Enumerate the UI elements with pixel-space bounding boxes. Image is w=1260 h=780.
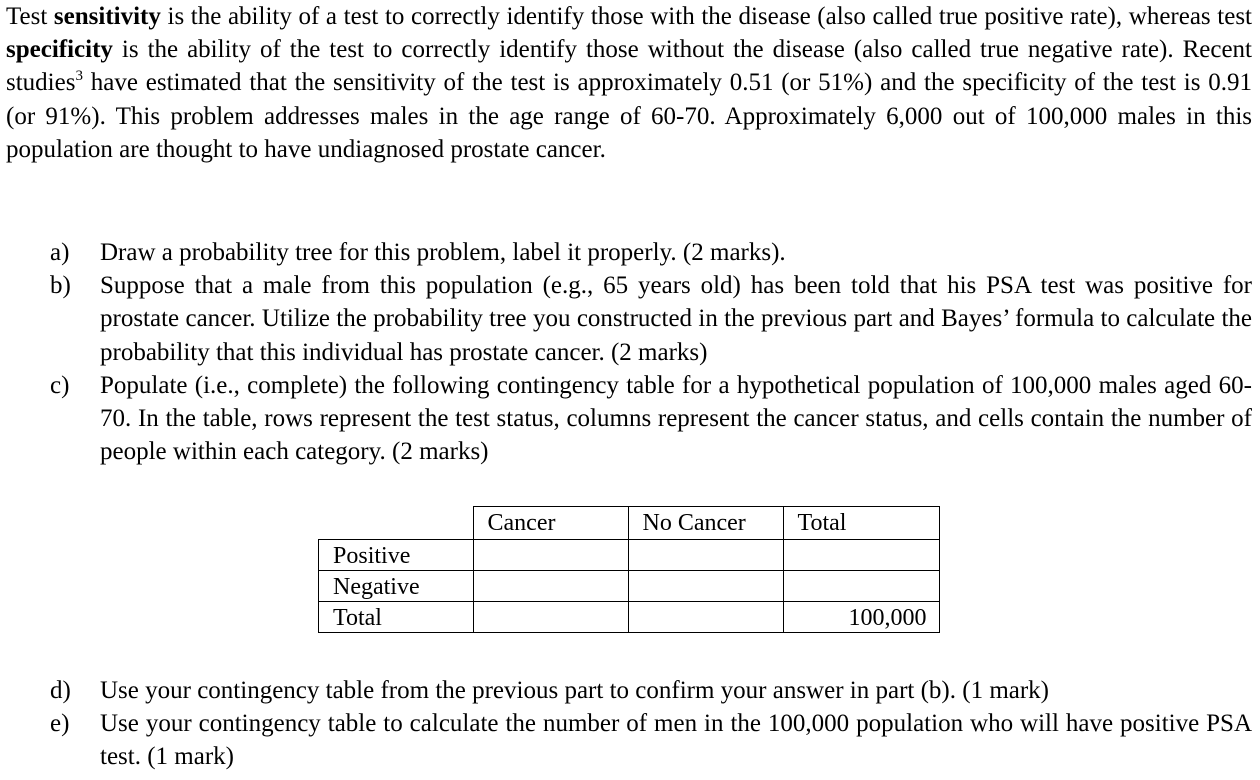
intro-text-3: is the ability of the test to correctly identify those without the disease (also called true negative rate). Recent studies: [6, 36, 1252, 97]
question-label: e): [50, 710, 70, 738]
question-e: [50, 707, 1252, 773]
column-header-cancer: Cancer: [473, 507, 628, 540]
column-header-no-cancer: No Cancer: [628, 507, 783, 540]
question-text: Use your contingency table from the previous part to confirm your answer in part (b). (1 mark): [100, 677, 1050, 704]
cell-grand-total: 100,000: [783, 602, 939, 633]
term-specificity: specificity: [6, 36, 113, 64]
cell-positive-no-cancer: [628, 540, 783, 571]
footnote-ref: 3: [75, 68, 83, 85]
table-row-negative: [319, 571, 940, 602]
table-row-total: [319, 602, 940, 633]
intro-text-1: Test: [6, 3, 54, 30]
row-header-total: Total: [319, 602, 474, 633]
table-corner-cell: [319, 507, 474, 540]
question-text: Use your contingency table to calculate the number of men in the 100,000 population who will have positive PSA test. (1 mark): [100, 710, 1252, 771]
question-d: [50, 674, 1252, 707]
cell-positive-cancer: [473, 540, 628, 571]
question-b: [50, 269, 1252, 369]
table-row-positive: [319, 540, 940, 571]
question-list-abc: [50, 236, 1252, 468]
intro-text-2: is the ability of a test to correctly identify those with the disease (also called true positive rate), whereas test: [160, 3, 1252, 30]
cell-negative-total: [783, 571, 939, 602]
question-text: Populate (i.e., complete) the following contingency table for a hypothetical population of 100,000 males aged 60-70. In the table, rows represent the test status, columns represent the cancer status, and cells contain the number of people within each category. (2 marks): [100, 371, 1252, 466]
question-label: b): [50, 272, 71, 300]
question-label: c): [50, 371, 70, 399]
cell-total-no-cancer: [628, 602, 783, 633]
question-a: [50, 236, 1252, 269]
table-header-row: [319, 507, 940, 540]
row-header-negative: Negative: [319, 571, 474, 602]
question-text: Suppose that a male from this population (e.g., 65 years old) has been told that his PSA test was positive for prostate cancer. Utilize the probability tree you constructed in the previous part and Bayes’ formula to calculate the probability that this individual has prostate cancer. (2 marks): [100, 272, 1252, 366]
cell-positive-total: [783, 540, 939, 571]
intro-text-4: have estimated that the sensitivity of the test is approximately 0.51 (or 51%) and the specificity of the test is 0.91 (or 91%). This problem addresses males in the age range of 60-70. Approximately 6,000 out of 100,000 males in this population are thought to have undiagnosed prostate cancer.: [6, 69, 1252, 163]
question-list-de: [50, 674, 1252, 774]
problem-intro-paragraph: [6, 0, 1252, 166]
column-header-total: Total: [783, 507, 939, 540]
contingency-table: [318, 506, 940, 633]
row-header-positive: Positive: [319, 540, 474, 571]
question-label: a): [50, 239, 70, 266]
cell-total-cancer: [473, 602, 628, 633]
question-text: Draw a probability tree for this problem, label it properly. (2 marks).: [100, 239, 786, 266]
question-c: [50, 369, 1252, 469]
cell-negative-cancer: [473, 571, 628, 602]
cell-negative-no-cancer: [628, 571, 783, 602]
term-sensitivity: sensitivity: [53, 3, 161, 30]
question-label: d): [50, 677, 71, 704]
